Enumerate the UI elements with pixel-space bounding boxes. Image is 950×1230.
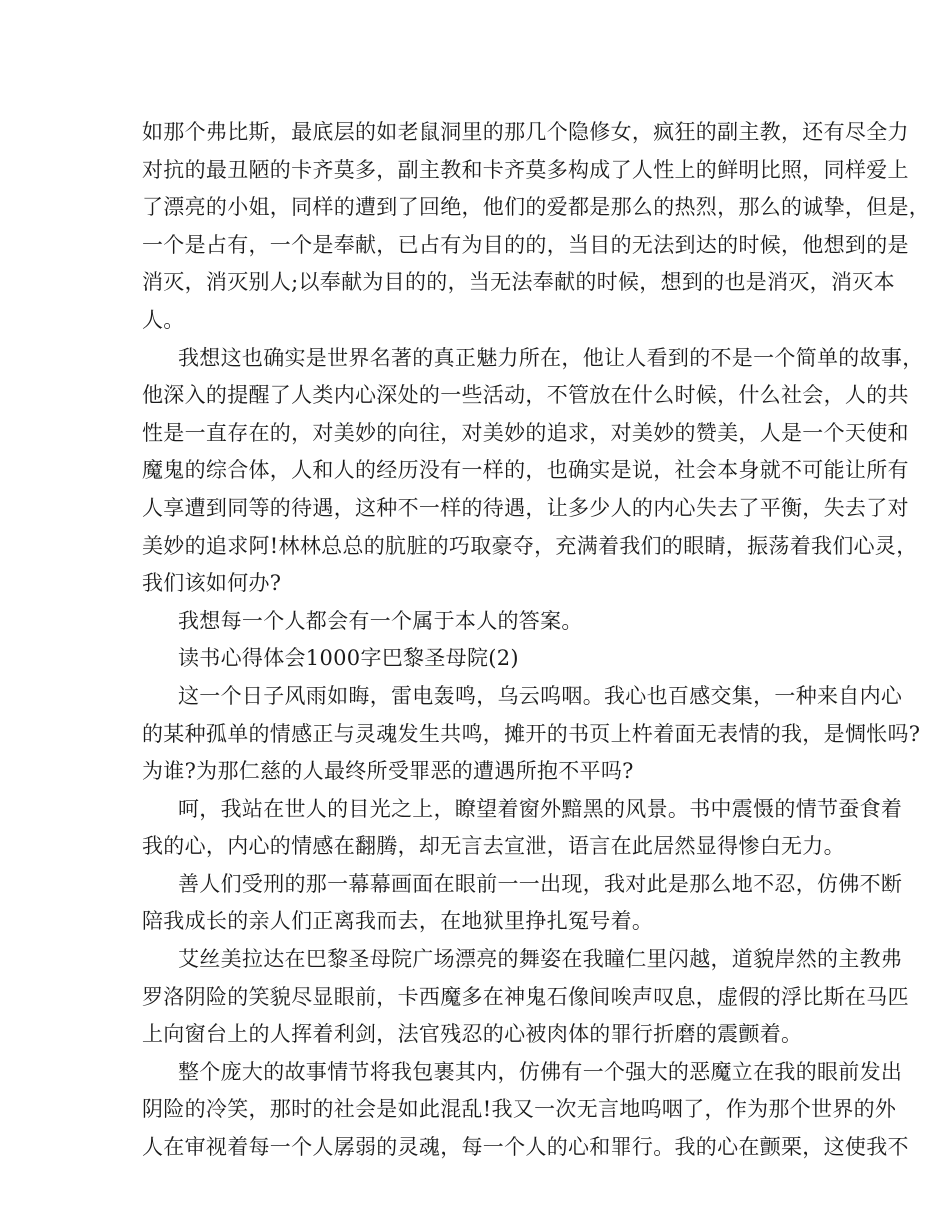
text-line: 人享遭到同等的待遇，这种不一样的待遇，让多少人的内心失去了平衡，失去了对	[142, 495, 909, 520]
text-line: 善人们受刑的那一幕幕画面在眼前一一出现，我对此是那么地不忍，仿佛不断	[178, 871, 903, 896]
text-line: 美妙的追求阿!林林总总的肮脏的巧取豪夺，充满着我们的眼睛，振荡着我们心灵，	[142, 533, 918, 558]
text-line: 魔鬼的综合体，人和人的经历没有一样的，也确实是说，社会本身就不可能让所有	[142, 458, 909, 483]
text-line: 为谁?为那仁慈的人最终所受罪恶的遭遇所抱不平吗?	[142, 759, 634, 784]
text-line: 罗洛阴险的笑貌尽显眼前，卡西魔多在神鬼石像间唉声叹息，虚假的浮比斯在马匹	[142, 984, 909, 1009]
text-line: 我们该如何办?	[142, 571, 282, 596]
text-line: 我想每一个人都会有一个属于本人的答案。	[178, 608, 583, 633]
text-line: 艾丝美拉达在巴黎圣母院广场漂亮的舞姿在我瞳仁里闪越，道貌岸然的主教弗	[178, 947, 903, 972]
text-line: 性是一直存在的，对美妙的向往，对美妙的追求，对美妙的赞美，人是一个天使和	[142, 420, 909, 445]
text-line: 我的心，内心的情感在翻腾，却无言去宣泄，语言在此居然显得惨白无力。	[142, 834, 845, 859]
document-body	[142, 114, 931, 1167]
text-line: 呵，我站在世人的目光之上，瞭望着窗外黯黑的风景。书中震慑的情节蚕食着	[178, 796, 903, 821]
text-line: 他深入的提醒了人类内心深处的一些活动，不管放在什么时候，什么社会，人的共	[142, 383, 909, 408]
text-line: 阴险的冷笑，那时的社会是如此混乱!我又一次无言地呜咽了，作为那个世界的外	[142, 1097, 897, 1122]
text-line: 陪我成长的亲人们正离我而去，在地狱里挣扎冤号着。	[142, 909, 654, 934]
text-line: 了漂亮的小姐，同样的遭到了回绝，他们的爱都是那么的热烈，那么的诚挚，但是，	[142, 195, 931, 220]
text-line: 人。	[142, 307, 185, 332]
text-line: 上向窗台上的人挥着利剑，法官残忍的心被肉体的罪行折磨的震颤着。	[142, 1022, 803, 1047]
text-line: 的某种孤单的情感正与灵魂发生共鸣，摊开的书页上杵着面无表情的我，是惆怅吗?	[142, 721, 921, 746]
text-line: 这一个日子风雨如晦，雷电轰鸣，乌云呜咽。我心也百感交集，一种来自内心	[178, 683, 903, 708]
text-line: 读书心得体会1000字巴黎圣母院(2)	[178, 646, 519, 671]
text-line: 整个庞大的故事情节将我包裹其内，仿佛有一个强大的恶魔立在我的眼前发出	[178, 1059, 903, 1084]
text-line: 我想这也确实是世界名著的真正魅力所在，他让人看到的不是一个简单的故事，	[178, 345, 924, 370]
text-line: 人在审视着每一个人孱弱的灵魂，每一个人的心和罪行。我的心在颤栗，这使我不	[142, 1135, 909, 1160]
text-line: 对抗的最丑陋的卡齐莫多，副主教和卡齐莫多构成了人性上的鲜明比照，同样爱上	[142, 157, 909, 182]
text-line: 消灭，消灭别人;以奉献为目的的，当无法奉献的时候，想到的也是消灭，消灭本	[142, 270, 895, 295]
text-line: 如那个弗比斯，最底层的如老鼠洞里的那几个隐修女，疯狂的副主教，还有尽全力	[142, 120, 909, 144]
text-line: 一个是占有，一个是奉献，已占有为目的的，当目的无法到达的时候，他想到的是	[142, 232, 909, 257]
